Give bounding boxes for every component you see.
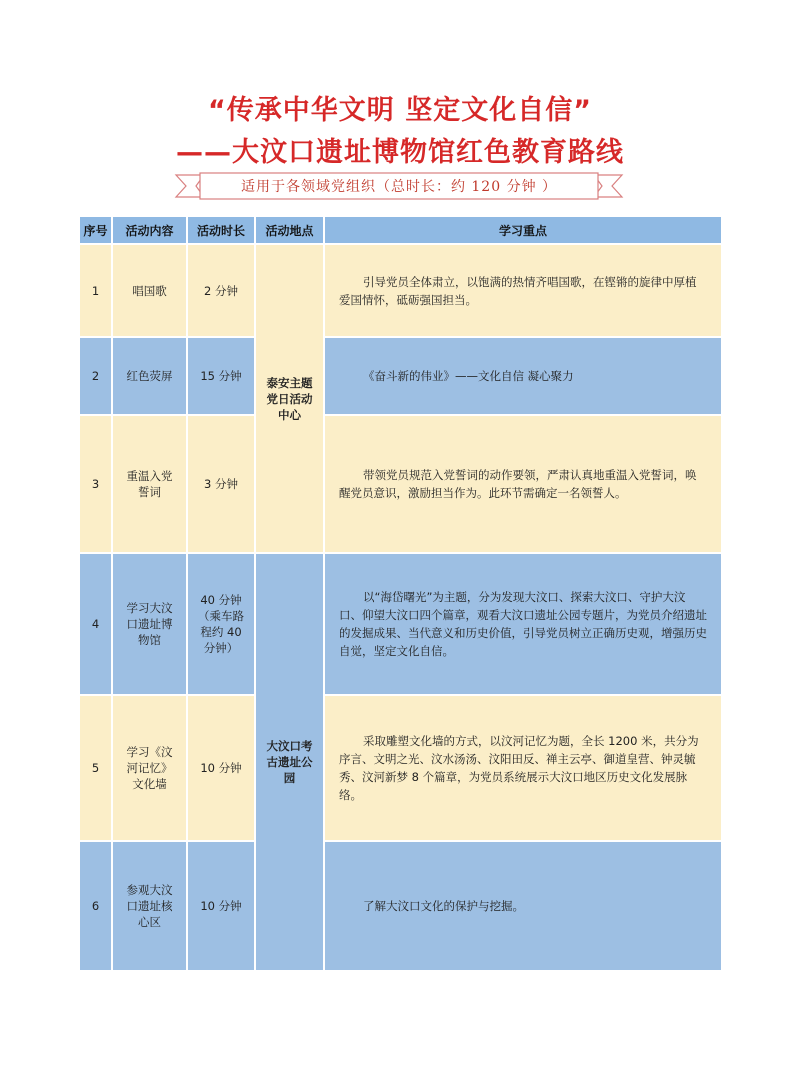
header-focus: 学习重点 [325,217,721,243]
header-duration: 活动时长 [188,217,254,243]
row-no: 1 [80,245,111,336]
row-focus [325,338,721,414]
row-no: 5 [80,696,111,840]
subtitle-ribbon [174,171,624,201]
focus-text: 了解大汶口文化的保护与挖掘。 [363,899,524,913]
row-focus [325,554,721,694]
content-text: 学习大汶口遗址博物馆 [126,601,173,647]
focus-text: 带领党员规范入党誓词的动作要领，严肃认真地重温入党誓词，唤醒党员意识，激励担当作为。此环节需确定一名领誓人。 [339,468,697,500]
location-cell [256,245,323,552]
row-no: 4 [80,554,111,694]
header-content: 活动内容 [113,217,186,243]
table-row [80,245,721,336]
content-text: 参观大汶口遗址核心区 [126,883,173,929]
content-text: 学习《汶河记忆》文化墙 [126,745,173,791]
row-no: 2 [80,338,111,414]
row-duration: 2 分钟 [188,245,254,336]
location-cell [256,554,323,970]
row-duration: 15 分钟 [188,338,254,414]
row-focus [325,842,721,970]
row-focus [325,696,721,840]
row-duration: 3 分钟 [188,416,254,552]
table-row [80,554,721,694]
row-duration: 10 分钟 [188,842,254,970]
row-focus [325,416,721,552]
row-duration [188,554,254,694]
focus-text: 《奋斗新的伟业》——文化自信 凝心聚力 [363,369,574,383]
content-text: 重温入党誓词 [126,469,173,499]
table-row [80,842,721,970]
focus-text: 引导党员全体肃立，以饱满的热情齐唱国歌，在铿锵的旋律中厚植爱国情怀，砥砺强国担当。 [339,274,697,307]
row-content: 红色荧屏 [113,338,186,414]
activity-table [78,215,723,972]
row-no: 3 [80,416,111,552]
location-text: 泰安主题党日活动中心 [266,375,313,422]
title-line-1: “传承中华文明 坚定文化自信” [208,95,592,126]
row-content [113,842,186,970]
row-content [113,696,186,840]
row-duration: 10 分钟 [188,696,254,840]
row-content [113,554,186,694]
subtitle-text: 适用于各领域党组织（总时长：约 120 分钟 ） [240,179,558,195]
row-no: 6 [80,842,111,970]
row-focus [325,245,721,336]
row-content: 唱国歌 [113,245,186,336]
table-header-row [80,217,721,243]
header-location: 活动地点 [256,217,323,243]
focus-text: 采取雕塑文化墙的方式，以汶河记忆为题，全长 1200 米，共分为序言、文明之光、汶水汤汤、汶阳田反、禅主云亭、御道皇营、钟灵毓秀、汶河新梦 8 个篇章，为党员系统展示大汶口地区历史文化发展脉络。 [339,734,699,802]
location-text: 大汶口考古遗址公园 [266,739,313,785]
table-row [80,338,721,414]
title-line-2: ——大汶口遗址博物馆红色教育路线 [176,137,624,168]
table-row [80,696,721,840]
row-content [113,416,186,552]
header-no: 序号 [80,217,111,243]
table-row [80,416,721,552]
duration-text: 40 分钟（乘车路程约 40 分钟） [198,593,244,655]
focus-text: 以“海岱曙光”为主题，分为发现大汶口、探索大汶口、守护大汶口、仰望大汶口四个篇章，观看大汶口遗址公园专题片，为党员介绍遗址的发掘成果、当代意义和历史价值，引导党员树立正确历史观，增强历史自觉，坚定文化自信。 [339,590,707,658]
